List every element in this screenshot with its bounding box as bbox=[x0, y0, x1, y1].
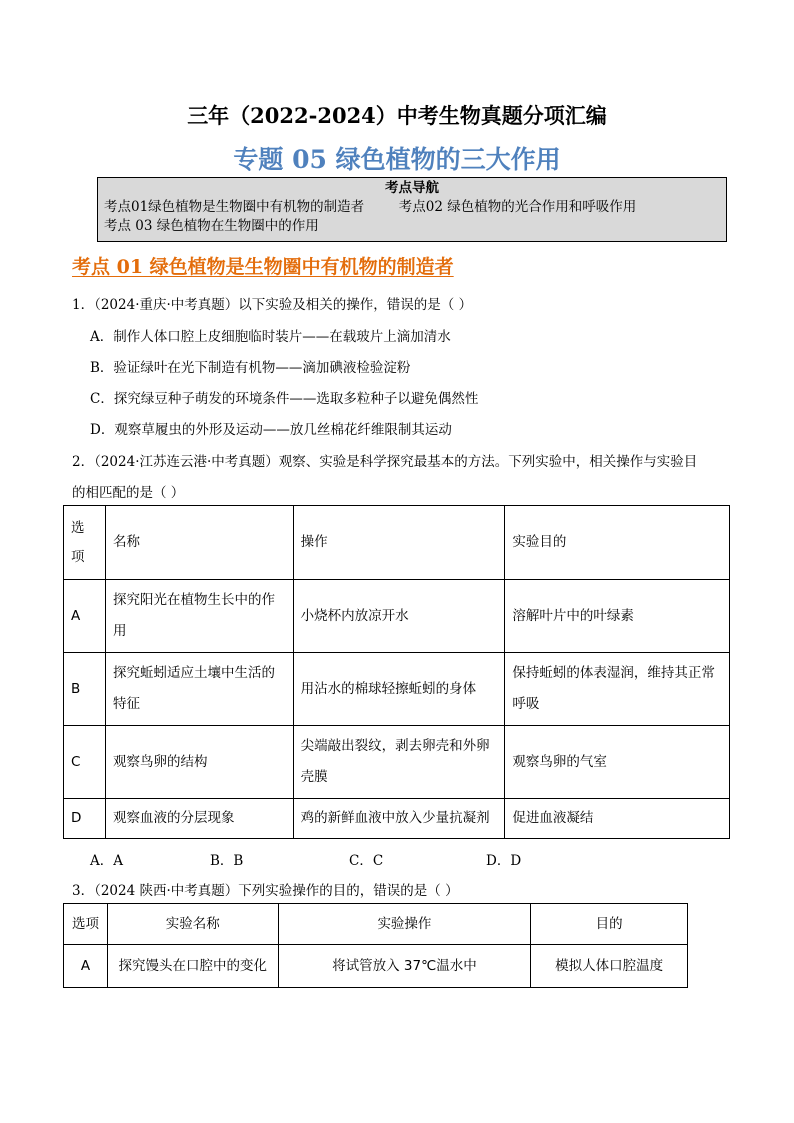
table-cell: 探究蚯蚓适应土壤中生活的特征 bbox=[105, 653, 293, 726]
table-row bbox=[64, 653, 730, 726]
table-header-row bbox=[64, 506, 730, 580]
question-2-answer-a: A．A bbox=[90, 853, 123, 869]
table-cell: A bbox=[64, 580, 106, 653]
table-header-row bbox=[64, 904, 688, 945]
table-cell: 促进血液凝结 bbox=[505, 799, 730, 839]
header-cell-operation: 操作 bbox=[293, 506, 505, 580]
header-cell-option: 选 项 bbox=[64, 506, 106, 580]
navigation-heading: 考点导航 bbox=[385, 180, 439, 196]
navigation-item-2[interactable]: 考点02 绿色植物的光合作用和呼吸作用 bbox=[398, 199, 637, 215]
topic-title: 专题 05 绿色植物的三大作用 bbox=[233, 145, 561, 174]
table-cell: 观察鸟卵的气室 bbox=[505, 726, 730, 799]
question-2-answer-b: B．B bbox=[210, 853, 244, 869]
table-cell: 将试管放入 37℃温水中 bbox=[278, 945, 531, 988]
table-cell: 保持蚯蚓的体表湿润，维持其正常呼吸 bbox=[505, 653, 730, 726]
question-1-option-c: C．探究绿豆种子萌发的环境条件——选取多粒种子以避免偶然性 bbox=[90, 391, 479, 407]
question-1-option-d: D．观察草履虫的外形及运动——放几丝棉花纤维限制其运动 bbox=[90, 422, 452, 438]
table-row bbox=[64, 726, 730, 799]
navigation-item-3[interactable]: 考点 03 绿色植物在生物圈中的作用 bbox=[104, 218, 319, 234]
question-2-stem-line-2: 的相匹配的是（ ） bbox=[72, 485, 185, 501]
question-3-table bbox=[63, 903, 688, 988]
table-cell: 观察血液的分层现象 bbox=[105, 799, 293, 839]
table-row bbox=[64, 945, 688, 988]
navigation-row bbox=[104, 198, 720, 217]
question-2-table bbox=[63, 505, 730, 839]
question-1-option-a: A．制作人体口腔上皮细胞临时装片——在载玻片上滴加清水 bbox=[90, 329, 451, 345]
question-2-answer-c: C．C bbox=[349, 853, 384, 869]
table-cell: 探究馒头在口腔中的变化 bbox=[107, 945, 278, 988]
table-cell: 溶解叶片中的叶绿素 bbox=[505, 580, 730, 653]
header-cell-purpose: 实验目的 bbox=[505, 506, 730, 580]
table-cell: 鸡的新鲜血液中放入少量抗凝剂 bbox=[293, 799, 505, 839]
table-cell: 观察鸟卵的结构 bbox=[105, 726, 293, 799]
table-row bbox=[64, 799, 730, 839]
table-cell: 用沾水的棉球轻擦蚯蚓的身体 bbox=[293, 653, 505, 726]
question-3-stem: 3．（2024 陕西·中考真题）下列实验操作的目的，错误的是（ ） bbox=[72, 883, 459, 899]
document-title: 三年（2022-2024）中考生物真题分项汇编 bbox=[187, 103, 607, 128]
question-1-stem: 1．（2024·重庆·中考真题）以下实验及相关的操作，错误的是（ ） bbox=[72, 297, 473, 313]
table-cell: 小烧杯内放凉开水 bbox=[293, 580, 505, 653]
header-cell-operation: 实验操作 bbox=[278, 904, 531, 945]
table-cell: 尖端敲出裂纹，剥去卵壳和外卵壳膜 bbox=[293, 726, 505, 799]
header-cell-option: 选项 bbox=[64, 904, 108, 945]
question-2-stem-line-1: 2．（2024·江苏连云港·中考真题）观察、实验是科学探究最基本的方法。下列实验中，相关操作与实验目 bbox=[72, 454, 698, 470]
question-2-answer-d: D．D bbox=[486, 853, 522, 869]
table-row bbox=[64, 580, 730, 653]
question-1-option-b: B．验证绿叶在光下制造有机物——滴加碘液检验淀粉 bbox=[90, 360, 411, 376]
topic-navigation-box bbox=[97, 177, 727, 242]
section-heading: 考点 01 绿色植物是生物圈中有机物的制造者 bbox=[72, 256, 454, 278]
table-cell: A bbox=[64, 945, 108, 988]
navigation-item-1[interactable]: 考点01绿色植物是生物圈中有机物的制造者 bbox=[104, 199, 365, 215]
header-cell-experiment-name: 实验名称 bbox=[107, 904, 278, 945]
table-cell: C bbox=[64, 726, 106, 799]
header-cell-purpose: 目的 bbox=[531, 904, 688, 945]
table-cell: 模拟人体口腔温度 bbox=[531, 945, 688, 988]
header-cell-name: 名称 bbox=[105, 506, 293, 580]
table-cell: 探究阳光在植物生长中的作用 bbox=[105, 580, 293, 653]
table-cell: D bbox=[64, 799, 106, 839]
table-cell: B bbox=[64, 653, 106, 726]
